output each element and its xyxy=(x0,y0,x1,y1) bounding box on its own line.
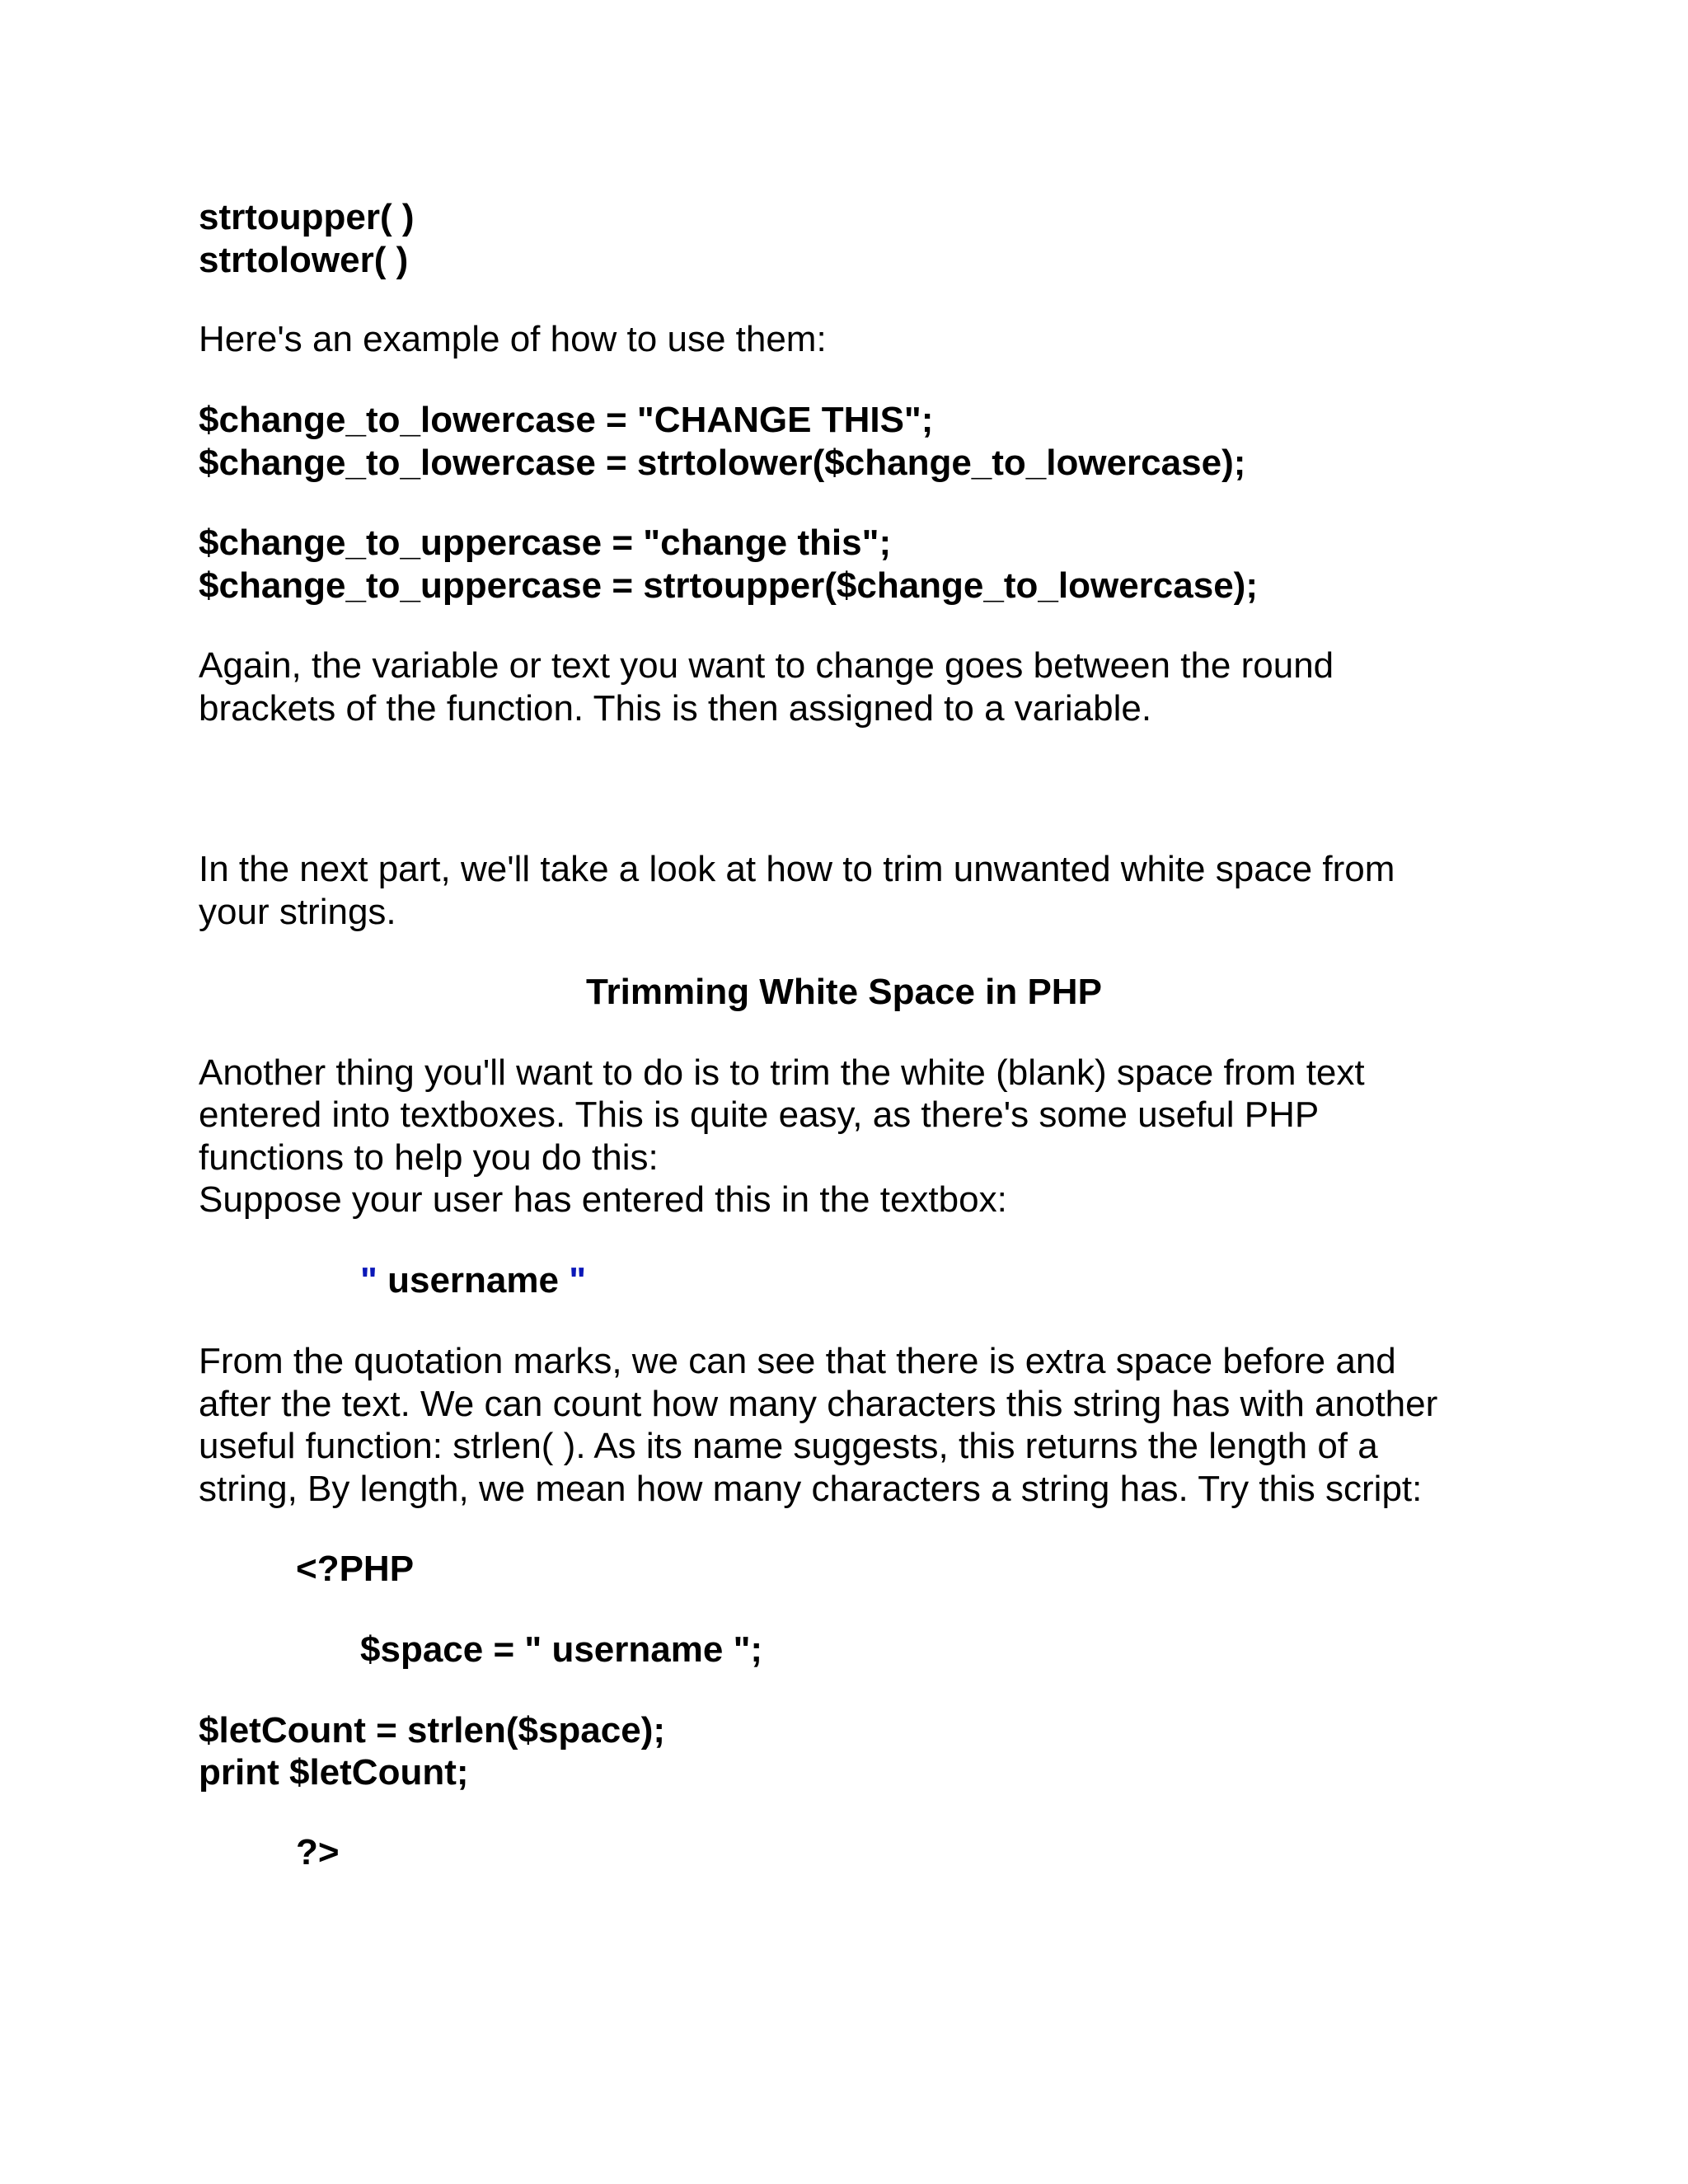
strlen-paragraph-line-2: after the text. We can count how many characters this string has with another xyxy=(199,1384,1438,1424)
section-heading: Trimming White Space in PHP xyxy=(586,972,1102,1012)
username-text: username xyxy=(377,1260,570,1301)
next-part-paragraph-line-2: your strings. xyxy=(199,892,396,932)
strlen-paragraph-line-4: string, By length, we mean how many characters a string has. Try this script: xyxy=(199,1469,1423,1509)
php-open-tag: <?PHP xyxy=(296,1549,415,1589)
next-part-paragraph-line-1: In the next part, we'll take a look at how to trim unwanted white space from xyxy=(199,849,1395,889)
strlen-paragraph-line-1: From the quotation marks, we can see that there is extra space before and xyxy=(199,1341,1396,1381)
trim-paragraph-line-4: Suppose your user has entered this in the textbox: xyxy=(199,1179,1007,1220)
strlen-paragraph-line-3: useful function: strlen( ). As its name suggests, this returns the length of a xyxy=(199,1426,1378,1466)
close-quote-mark: " xyxy=(569,1260,587,1301)
space-assignment-line: $space = " username "; xyxy=(360,1629,763,1670)
open-quote-mark: " xyxy=(360,1260,377,1301)
code-line-uppercase-assign: $change_to_uppercase = "change this"; xyxy=(199,523,892,563)
trim-paragraph-line-2: entered into textboxes. This is quite easy, as there's some useful PHP xyxy=(199,1094,1320,1135)
letcount-assignment-line: $letCount = strlen($space); xyxy=(199,1710,666,1750)
function-strtoupper: strtoupper( ) xyxy=(199,197,415,237)
php-close-tag: ?> xyxy=(296,1832,340,1872)
trim-paragraph-line-1: Another thing you'll want to do is to trim the white (blank) space from text xyxy=(199,1052,1365,1093)
code-line-uppercase-call: $change_to_uppercase = strtoupper($change_to_lowercase); xyxy=(199,565,1258,606)
trim-paragraph-line-3: functions to help you do this: xyxy=(199,1137,659,1178)
code-line-lowercase-call: $change_to_lowercase = strtolower($change_to_lowercase); xyxy=(199,443,1246,483)
code-line-lowercase-assign: $change_to_lowercase = "CHANGE THIS"; xyxy=(199,400,934,440)
intro-example-text: Here's an example of how to use them: xyxy=(199,319,827,359)
again-paragraph-line-1: Again, the variable or text you want to change goes between the round xyxy=(199,645,1334,686)
function-strtolower: strtolower( ) xyxy=(199,240,409,280)
username-example xyxy=(360,1259,586,1302)
print-letcount-line: print $letCount; xyxy=(199,1752,469,1793)
again-paragraph-line-2: brackets of the function. This is then assigned to a variable. xyxy=(199,688,1152,729)
